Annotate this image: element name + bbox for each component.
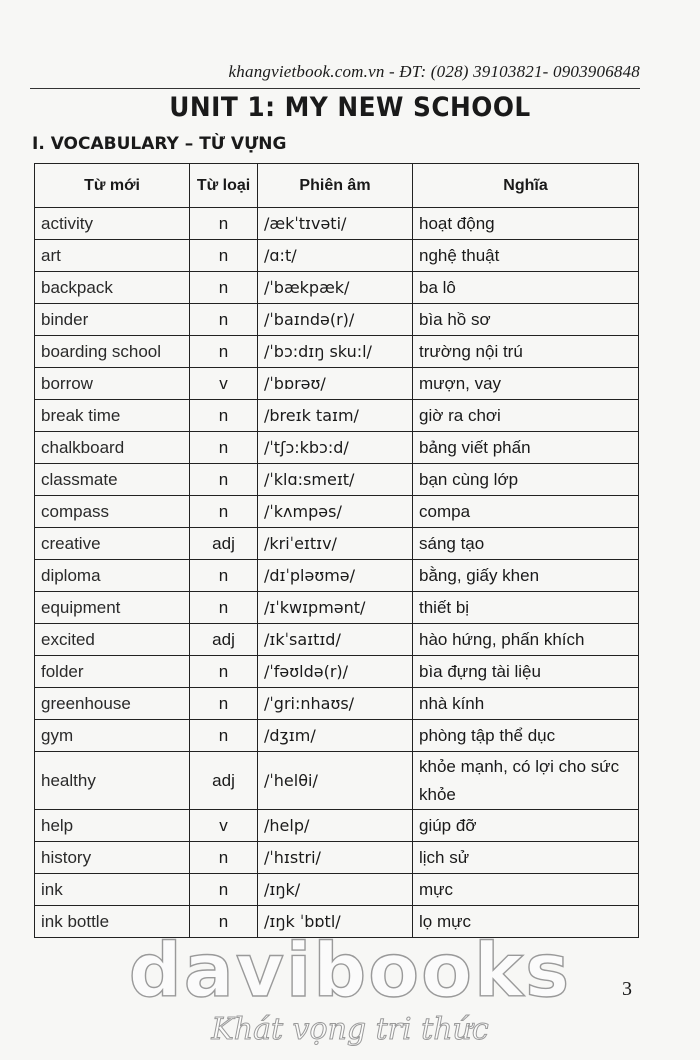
table-row	[35, 304, 639, 336]
meaning: hào hứng, phấn khích	[413, 624, 639, 656]
pronunciation: /breɪk taɪm/	[258, 400, 413, 432]
table-row	[35, 688, 639, 720]
vocab-word: compass	[35, 496, 190, 528]
table-row	[35, 272, 639, 304]
vocab-word: ink	[35, 874, 190, 906]
part-of-speech: n	[190, 592, 258, 624]
part-of-speech: n	[190, 400, 258, 432]
meaning: thiết bị	[413, 592, 639, 624]
part-of-speech: n	[190, 496, 258, 528]
vocab-word: diploma	[35, 560, 190, 592]
pronunciation: /ˈkʌmpəs/	[258, 496, 413, 528]
meaning: mực	[413, 874, 639, 906]
pronunciation: /kriˈeɪtɪv/	[258, 528, 413, 560]
part-of-speech: n	[190, 906, 258, 938]
vocab-word: healthy	[35, 752, 190, 810]
meaning: mượn, vay	[413, 368, 639, 400]
vocab-word: ink bottle	[35, 906, 190, 938]
table-row	[35, 464, 639, 496]
pronunciation: /ɑ:t/	[258, 240, 413, 272]
pronunciation: /dɪˈpləʊmə/	[258, 560, 413, 592]
pronunciation: /ˈhɪstri/	[258, 842, 413, 874]
pronunciation: /ækˈtɪvəti/	[258, 208, 413, 240]
part-of-speech: n	[190, 272, 258, 304]
table-row	[35, 752, 639, 810]
part-of-speech: adj	[190, 528, 258, 560]
vocab-word: binder	[35, 304, 190, 336]
table-row	[35, 656, 639, 688]
pronunciation: /ɪkˈsaɪtɪd/	[258, 624, 413, 656]
part-of-speech: n	[190, 842, 258, 874]
meaning: nghệ thuật	[413, 240, 639, 272]
table-row	[35, 842, 639, 874]
part-of-speech: adj	[190, 752, 258, 810]
part-of-speech: n	[190, 720, 258, 752]
vocab-word: chalkboard	[35, 432, 190, 464]
pronunciation: /ɪŋk ˈbɒtl/	[258, 906, 413, 938]
page-number: 3	[622, 978, 632, 1000]
table-row	[35, 810, 639, 842]
meaning: hoạt động	[413, 208, 639, 240]
meaning: bìa đựng tài liệu	[413, 656, 639, 688]
part-of-speech: n	[190, 336, 258, 368]
pronunciation: /dʒɪm/	[258, 720, 413, 752]
column-header-meaning: Nghĩa	[413, 164, 639, 208]
meaning: lịch sử	[413, 842, 639, 874]
part-of-speech: n	[190, 656, 258, 688]
vocab-word: greenhouse	[35, 688, 190, 720]
pronunciation: /ˈbɒrəʊ/	[258, 368, 413, 400]
table-header-row	[35, 164, 639, 208]
vocab-word: help	[35, 810, 190, 842]
table-row	[35, 720, 639, 752]
vocab-word: boarding school	[35, 336, 190, 368]
part-of-speech: adj	[190, 624, 258, 656]
header-contact: khangvietbook.com.vn - ĐT: (028) 39103821- 0903906848	[228, 62, 640, 81]
part-of-speech: n	[190, 464, 258, 496]
watermark-slogan: Khát vọng tri thức	[211, 1012, 489, 1047]
table-row	[35, 560, 639, 592]
part-of-speech: n	[190, 560, 258, 592]
part-of-speech: v	[190, 368, 258, 400]
pronunciation: /ɪˈkwɪpmənt/	[258, 592, 413, 624]
table-row	[35, 336, 639, 368]
vocab-word: folder	[35, 656, 190, 688]
meaning: compa	[413, 496, 639, 528]
pronunciation: /help/	[258, 810, 413, 842]
part-of-speech: n	[190, 208, 258, 240]
vocab-word: backpack	[35, 272, 190, 304]
meaning: khỏe mạnh, có lợi cho sức khỏe	[413, 752, 639, 810]
part-of-speech: v	[190, 810, 258, 842]
meaning: trường nội trú	[413, 336, 639, 368]
meaning: bạn cùng lớp	[413, 464, 639, 496]
pronunciation: /ˈhelθi/	[258, 752, 413, 810]
vocab-word: creative	[35, 528, 190, 560]
meaning: nhà kính	[413, 688, 639, 720]
table-row	[35, 432, 639, 464]
vocab-word: break time	[35, 400, 190, 432]
meaning: bảng viết phấn	[413, 432, 639, 464]
part-of-speech: n	[190, 432, 258, 464]
watermark-brand: davibooks	[128, 928, 572, 1014]
section-title: I. VOCABULARY – TỪ VỰNG	[32, 134, 287, 154]
vocab-word: activity	[35, 208, 190, 240]
vocab-word: equipment	[35, 592, 190, 624]
part-of-speech: n	[190, 304, 258, 336]
vocabulary-table	[34, 163, 639, 938]
vocab-word: art	[35, 240, 190, 272]
table-row	[35, 208, 639, 240]
meaning: ba lô	[413, 272, 639, 304]
pronunciation: /ˈbɔ:dɪŋ sku:l/	[258, 336, 413, 368]
table-row	[35, 592, 639, 624]
pronunciation: /ˈtʃɔ:kbɔ:d/	[258, 432, 413, 464]
table-row	[35, 240, 639, 272]
meaning: bằng, giấy khen	[413, 560, 639, 592]
table-row	[35, 624, 639, 656]
part-of-speech: n	[190, 688, 258, 720]
part-of-speech: n	[190, 240, 258, 272]
table-row	[35, 368, 639, 400]
table-row	[35, 400, 639, 432]
vocab-word: gym	[35, 720, 190, 752]
pronunciation: /ɪŋk/	[258, 874, 413, 906]
table-row	[35, 496, 639, 528]
vocab-word: borrow	[35, 368, 190, 400]
meaning: phòng tập thể dục	[413, 720, 639, 752]
table-body	[35, 208, 639, 938]
pronunciation: /ˈbækpæk/	[258, 272, 413, 304]
vocab-word: excited	[35, 624, 190, 656]
meaning: giúp đỡ	[413, 810, 639, 842]
vocab-word: classmate	[35, 464, 190, 496]
pronunciation: /ˈklɑ:smeɪt/	[258, 464, 413, 496]
meaning: giờ ra chơi	[413, 400, 639, 432]
column-header-pronunciation: Phiên âm	[258, 164, 413, 208]
header-divider	[30, 88, 640, 89]
pronunciation: /ˈbaɪndə(r)/	[258, 304, 413, 336]
meaning: sáng tạo	[413, 528, 639, 560]
column-header-word: Từ mới	[35, 164, 190, 208]
vocab-word: history	[35, 842, 190, 874]
meaning: bìa hồ sơ	[413, 304, 639, 336]
pronunciation: /ˈfəʊldə(r)/	[258, 656, 413, 688]
column-header-part-of-speech: Từ loại	[190, 164, 258, 208]
table-row	[35, 874, 639, 906]
part-of-speech: n	[190, 874, 258, 906]
unit-title: UNIT 1: MY NEW SCHOOL	[169, 92, 531, 123]
table-row	[35, 528, 639, 560]
pronunciation: /ˈgri:nhaʊs/	[258, 688, 413, 720]
meaning: lọ mực	[413, 906, 639, 938]
